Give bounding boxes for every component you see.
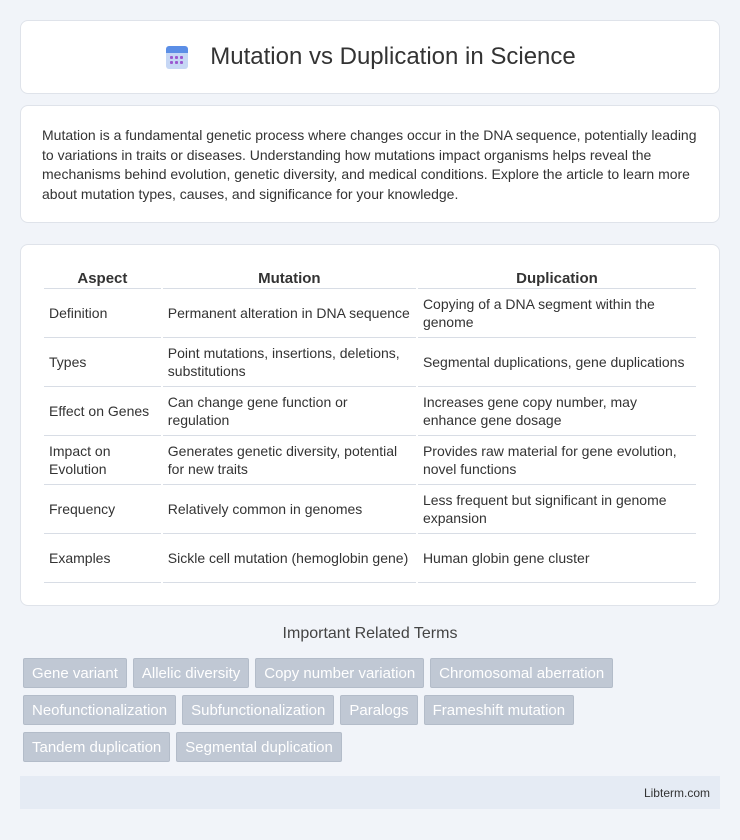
related-terms-list <box>23 658 723 762</box>
related-term-tag[interactable]: Paralogs <box>340 695 417 725</box>
table-cell-duplication: Provides raw material for gene evolution, novel functions <box>418 436 696 485</box>
table-cell-aspect: Frequency <box>44 485 161 534</box>
table-cell-mutation: Sickle cell mutation (hemoglobin gene) <box>163 534 416 583</box>
related-terms-title: Important Related Terms <box>282 625 458 642</box>
page-title: Mutation vs Duplication in Science <box>210 43 576 70</box>
table-cell-duplication: Less frequent but significant in genome expansion <box>418 485 696 534</box>
table-row <box>44 387 696 436</box>
comparison-table-card <box>20 244 720 606</box>
related-term-tag[interactable]: Segmental duplication <box>176 732 342 762</box>
table-row <box>44 436 696 485</box>
footer-site-link[interactable]: Libterm.com <box>643 785 710 800</box>
intro-card <box>20 105 720 223</box>
related-term-tag[interactable]: Copy number variation <box>255 658 424 688</box>
table-row <box>44 289 696 338</box>
table-cell-duplication: Copying of a DNA segment within the genome <box>418 289 696 338</box>
table-cell-mutation: Can change gene function or regulation <box>163 387 416 436</box>
column-header-mutation: Mutation <box>163 265 416 289</box>
table-cell-aspect: Types <box>44 338 161 387</box>
table-row <box>44 534 696 583</box>
calendar-icon <box>164 44 190 70</box>
table-cell-aspect: Examples <box>44 534 161 583</box>
table-cell-duplication: Increases gene copy number, may enhance gene dosage <box>418 387 696 436</box>
table-cell-duplication: Segmental duplications, gene duplications <box>418 338 696 387</box>
related-term-tag[interactable]: Allelic diversity <box>133 658 249 688</box>
comparison-table <box>42 265 698 583</box>
table-row <box>44 338 696 387</box>
related-term-tag[interactable]: Gene variant <box>23 658 127 688</box>
footer <box>20 776 720 809</box>
table-row <box>44 485 696 534</box>
column-header-duplication: Duplication <box>418 265 696 289</box>
table-cell-mutation: Relatively common in genomes <box>163 485 416 534</box>
intro-text: Mutation is a fundamental genetic process where changes occur in the DNA sequence, potentially leading to variations in traits or diseases. Understanding how mutations impact organisms helps reveal the mechanisms behind evolution, genetic diversity, and medical conditions. Explore the article to learn more about mutation types, causes, and significance for your knowledge. <box>42 127 697 202</box>
table-cell-aspect: Impact on Evolution <box>44 436 161 485</box>
header-card <box>20 20 720 94</box>
table-header-row <box>44 265 696 289</box>
related-term-tag[interactable]: Frameshift mutation <box>424 695 575 725</box>
table-cell-mutation: Permanent alteration in DNA sequence <box>163 289 416 338</box>
table-cell-aspect: Effect on Genes <box>44 387 161 436</box>
table-cell-duplication: Human globin gene cluster <box>418 534 696 583</box>
related-term-tag[interactable]: Neofunctionalization <box>23 695 176 725</box>
table-cell-mutation: Point mutations, insertions, deletions, substitutions <box>163 338 416 387</box>
table-cell-aspect: Definition <box>44 289 161 338</box>
related-term-tag[interactable]: Chromosomal aberration <box>430 658 613 688</box>
table-cell-mutation: Generates genetic diversity, potential for new traits <box>163 436 416 485</box>
column-header-aspect: Aspect <box>44 265 161 289</box>
related-term-tag[interactable]: Subfunctionalization <box>182 695 334 725</box>
related-term-tag[interactable]: Tandem duplication <box>23 732 170 762</box>
